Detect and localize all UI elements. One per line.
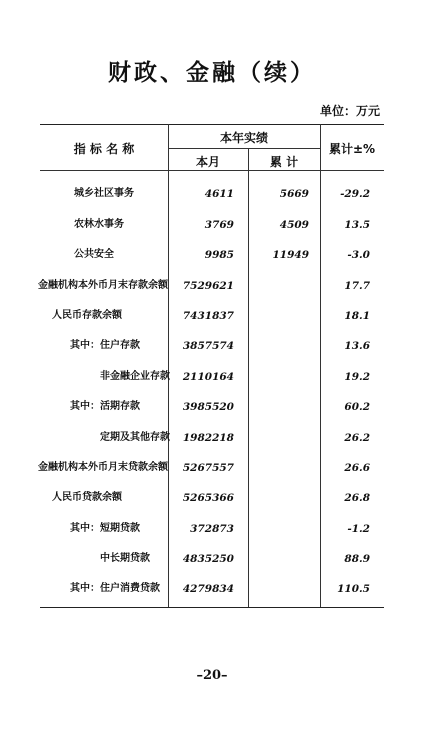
- row-label: 其中：住户存款: [70, 340, 140, 351]
- table-row: [0, 214, 424, 236]
- row-label: 中长期贷款: [100, 553, 150, 564]
- row-month: 7529621: [182, 280, 234, 292]
- row-month: 5267557: [182, 462, 234, 474]
- row-label: 非金融企业存款: [100, 371, 170, 382]
- table-row: [0, 335, 424, 357]
- row-cumulative: 5669: [279, 188, 309, 200]
- row-pct: 13.5: [344, 219, 370, 231]
- row-pct: -3.0: [347, 249, 370, 261]
- row-month: 7431837: [182, 310, 234, 322]
- table-bottom-rule: [40, 607, 384, 608]
- table-row: [0, 578, 424, 600]
- table-row: [0, 518, 424, 540]
- page-number: –20–: [196, 668, 228, 683]
- row-label: 人民币贷款余额: [52, 492, 122, 503]
- table-row: [0, 244, 424, 266]
- row-label: 定期及其他存款: [100, 432, 170, 443]
- header-cumulative: 累 计: [269, 155, 299, 169]
- row-month: 4279834: [182, 583, 234, 595]
- row-label: 城乡社区事务: [74, 188, 134, 199]
- row-month: 3985520: [182, 401, 234, 413]
- row-label: 金融机构本外币月末贷款余额: [38, 462, 168, 473]
- row-month: 2110164: [182, 371, 234, 383]
- row-month: 9985: [204, 249, 234, 261]
- table-row: [0, 548, 424, 570]
- row-label: 其中：住户消费贷款: [70, 583, 160, 594]
- header-cumulative-pct: 累计±%: [328, 142, 376, 156]
- row-label: 金融机构本外币月末存款余额: [38, 280, 168, 291]
- row-label: 其中：活期存款: [70, 401, 140, 412]
- row-month: 4835250: [182, 553, 234, 565]
- header-bottom-rule: [40, 170, 384, 171]
- row-pct: 26.6: [344, 462, 370, 474]
- row-month: 4611: [204, 188, 234, 200]
- row-month: 372873: [190, 523, 234, 535]
- row-label: 公共安全: [74, 249, 114, 260]
- row-month: 3857574: [182, 340, 234, 352]
- row-pct: -1.2: [347, 523, 370, 535]
- table-row: [0, 396, 424, 418]
- table-row: [0, 275, 424, 297]
- row-label: 其中：短期贷款: [70, 523, 140, 534]
- row-pct: 26.8: [344, 492, 370, 504]
- row-pct: 18.1: [344, 310, 370, 322]
- table-row: [0, 183, 424, 205]
- row-label: 农林水事务: [74, 219, 124, 230]
- row-label: 人民币存款余额: [52, 310, 122, 321]
- header-divider: [168, 148, 320, 149]
- header-year-actual: 本年实绩: [219, 131, 268, 145]
- unit-note: 单位：万元: [319, 104, 380, 118]
- row-pct: 110.5: [337, 583, 370, 595]
- row-month: 1982218: [182, 432, 234, 444]
- table-row: [0, 427, 424, 449]
- header-indicator-name: 指 标 名 称: [73, 142, 135, 156]
- row-month: 3769: [204, 219, 234, 231]
- table-top-rule: [40, 124, 384, 125]
- row-pct: 88.9: [344, 553, 370, 565]
- row-pct: 19.2: [344, 371, 370, 383]
- table-row: [0, 457, 424, 479]
- table-row: [0, 487, 424, 509]
- header-month: 本月: [195, 155, 220, 169]
- row-pct: 17.7: [344, 280, 370, 292]
- page-title: 财政、金融（续）: [108, 60, 316, 86]
- table-row: [0, 305, 424, 327]
- row-cumulative: 11949: [272, 249, 309, 261]
- row-month: 5265366: [182, 492, 234, 504]
- row-pct: 26.2: [344, 432, 370, 444]
- row-pct: 13.6: [344, 340, 370, 352]
- row-cumulative: 4509: [279, 219, 309, 231]
- row-pct: -29.2: [340, 188, 370, 200]
- table-row: [0, 366, 424, 388]
- row-pct: 60.2: [344, 401, 370, 413]
